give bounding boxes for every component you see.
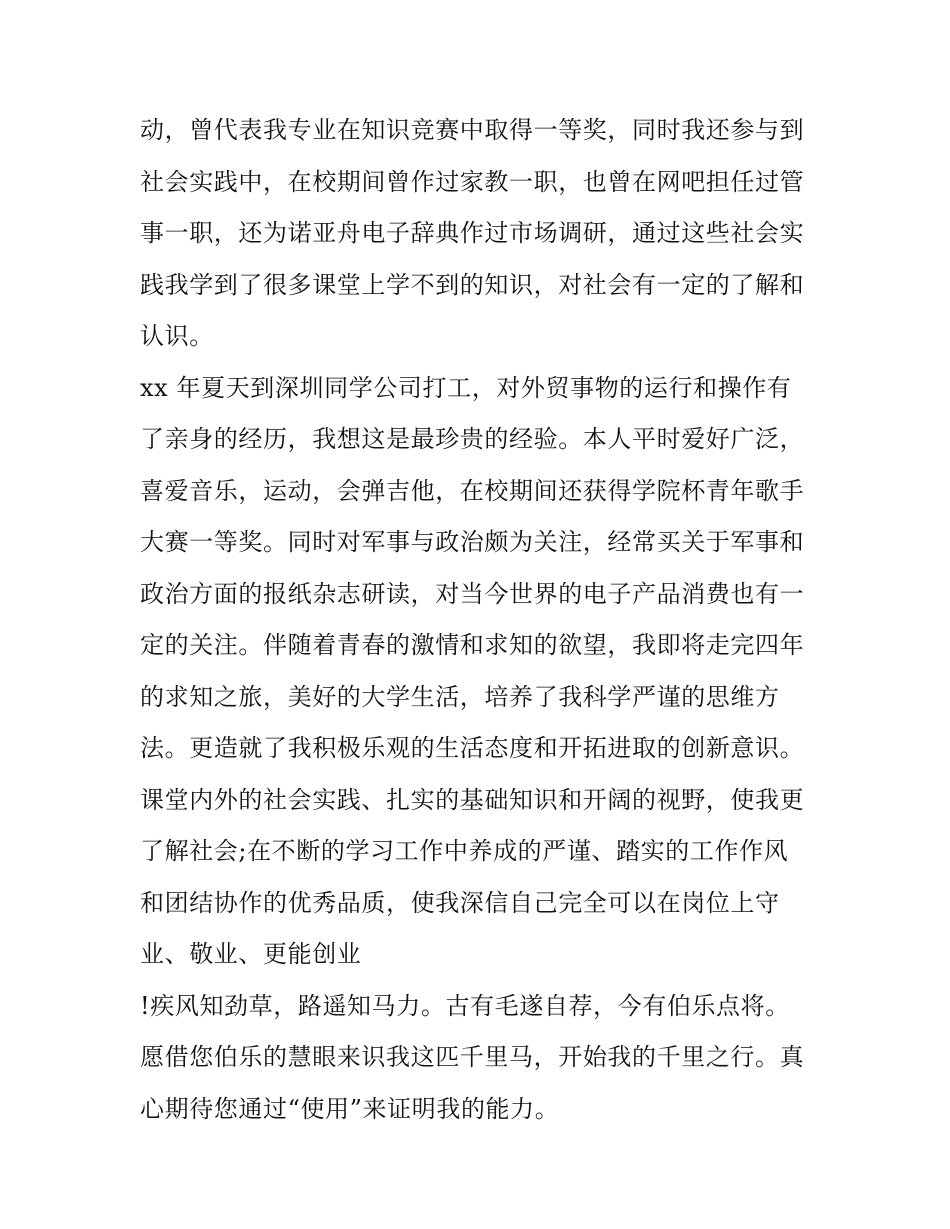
text-line-7: 了亲身的经历，我想这是最珍贵的经验。本人平时爱好广泛， [140,425,805,453]
body-text [140,110,840,1140]
text-line-20: 心期待您通过“使用”来证明我的能力。 [140,1094,560,1123]
text-line-16: 和团结协作的优秀品质，使我深信自己完全可以在岗位上守 [140,888,780,917]
text-line-4: 践我学到了很多课堂上学不到的知识，对社会有一定的了解和 [140,270,805,299]
text-line-12: 的求知之旅，美好的大学生活，培养了我科学严谨的思维方 [140,682,780,711]
text-line-5: 认识。 [140,322,214,350]
text-line-10: 政治方面的报纸杂志研读，对当今世界的电子产品消费也有一 [140,579,805,608]
text-line-3: 事一职，还为诺亚舟电子辞典作过市场调研，通过这些社会实 [140,219,805,247]
text-line-17: 业、敬业、更能创业 [140,940,362,968]
text-line-6: xx 年夏天到深圳同学公司打工，对外贸事物的运行和操作有 [140,373,792,402]
text-line-8: 喜爱音乐，运动，会弹吉他，在校期间还获得学院杯青年歌手 [140,476,805,505]
text-line-13: 法。更造就了我积极乐观的生活态度和开拓进取的创新意识。 [140,734,805,762]
text-line-9: 大赛一等奖。同时对军事与政治颇为关注，经常买关于军事和 [140,528,805,556]
text-line-1: 动，曾代表我专业在知识竞赛中取得一等奖，同时我还参与到 [140,116,805,144]
text-line-2: 社会实践中，在校期间曾作过家教一职，也曾在网吧担任过管 [140,167,805,196]
text-line-15: 了解社会;在不断的学习工作中养成的严谨、踏实的工作作风 [140,837,789,865]
text-line-14: 课堂内外的社会实践、扎实的基础知识和开阔的视野，使我更 [140,785,805,814]
text-line-18: !疾风知劲草，路遥知马力。古有毛遂自荐，今有伯乐点将。 [140,991,790,1020]
text-line-11: 定的关注。伴随着青春的激情和求知的欲望，我即将走完四年 [140,631,805,659]
text-line-19: 愿借您伯乐的慧眼来识我这匹千里马，开始我的千里之行。真 [140,1043,805,1071]
